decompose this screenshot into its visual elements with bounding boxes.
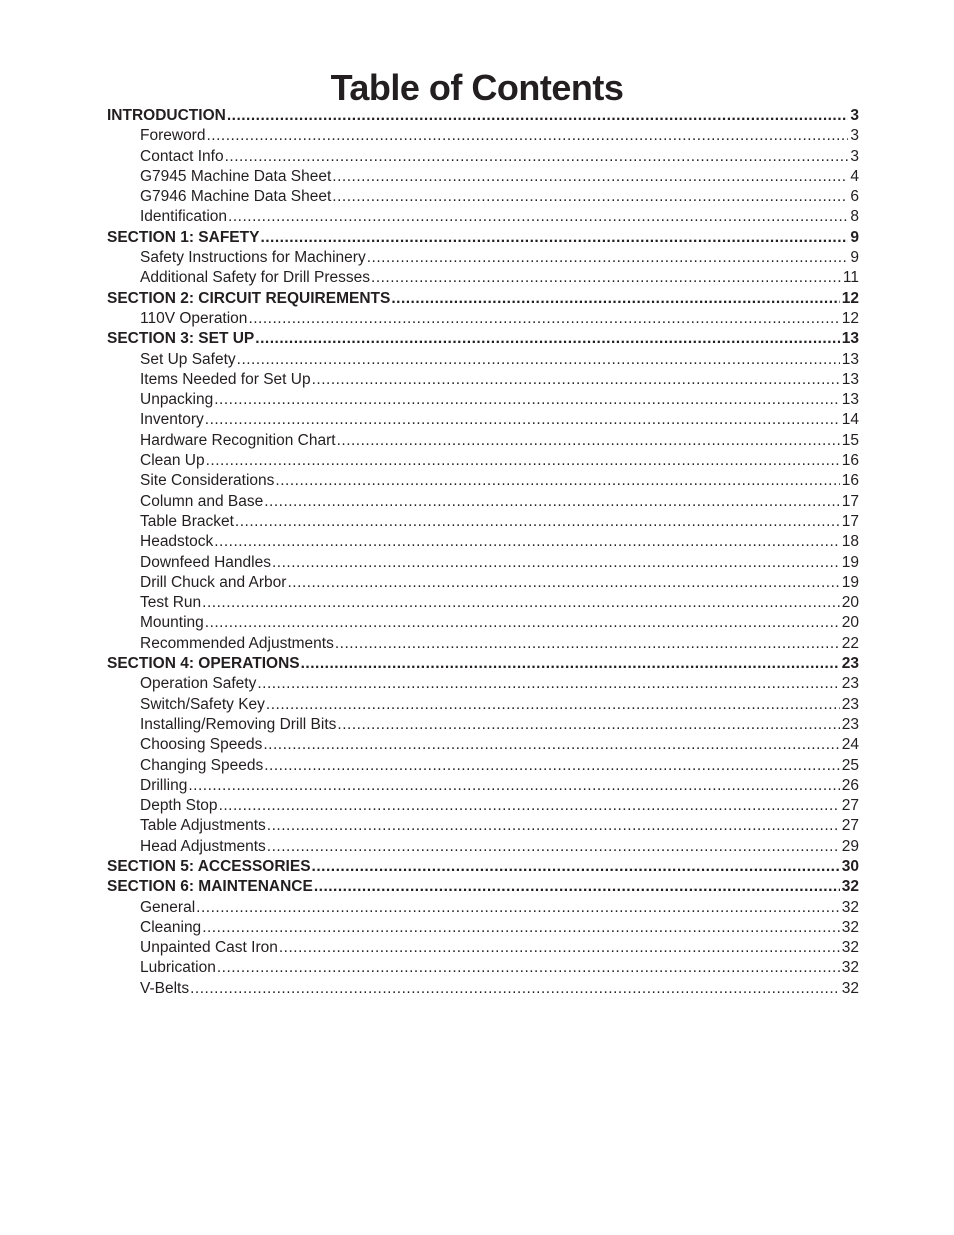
dot-leader — [332, 187, 848, 207]
toc-label: V-Belts — [140, 979, 190, 997]
toc-entry-row — [107, 735, 859, 755]
toc-page-number: 32 — [841, 878, 859, 896]
toc-page-number: 12 — [841, 289, 859, 307]
dot-leader — [217, 958, 840, 978]
toc-label: Unpainted Cast Iron — [140, 939, 278, 957]
toc-section-row — [107, 106, 859, 126]
toc-page-number: 11 — [842, 269, 859, 287]
toc-label: SECTION 5: ACCESSORIES — [107, 857, 311, 875]
toc-label: Drilling — [140, 776, 188, 794]
toc-page-number: 22 — [841, 634, 859, 652]
toc-page-number: 15 — [841, 431, 859, 449]
dot-leader — [206, 451, 840, 471]
toc-label: Downfeed Handles — [140, 553, 271, 571]
dot-leader — [219, 796, 840, 816]
dot-leader — [202, 918, 840, 938]
toc-label: Cleaning — [140, 918, 202, 936]
toc-entry-row — [107, 126, 859, 146]
dot-leader — [196, 898, 840, 918]
toc-label: Recommended Adjustments — [140, 634, 334, 652]
dot-leader — [255, 329, 839, 349]
toc-entry-row — [107, 471, 859, 491]
dot-leader — [248, 309, 839, 329]
dot-leader — [214, 532, 840, 552]
toc-page-number: 29 — [841, 837, 859, 855]
toc-entry-row — [107, 837, 859, 857]
dot-leader — [312, 857, 840, 877]
dot-leader — [235, 512, 840, 532]
toc-page-number: 13 — [841, 350, 859, 368]
toc-section-row — [107, 228, 859, 248]
toc-entry-row — [107, 350, 859, 370]
toc-entry-row — [107, 268, 859, 288]
toc-entry-row — [107, 573, 859, 593]
toc-entry-row — [107, 695, 859, 715]
toc-label: Set Up Safety — [140, 350, 236, 368]
dot-leader — [264, 756, 840, 776]
toc-label: SECTION 1: SAFETY — [107, 228, 260, 246]
toc-page-number: 17 — [841, 492, 859, 510]
toc-page-number: 32 — [841, 898, 859, 916]
toc-entry-row — [107, 370, 859, 390]
toc-page-number: 13 — [841, 370, 859, 388]
toc-section-row — [107, 329, 859, 349]
toc-entry-row — [107, 147, 859, 167]
toc-page-number: 14 — [841, 411, 859, 429]
dot-leader — [312, 370, 840, 390]
dot-leader — [237, 350, 840, 370]
dot-leader — [190, 979, 840, 999]
toc-entry-row — [107, 187, 859, 207]
toc-section-row — [107, 857, 859, 877]
dot-leader — [227, 106, 849, 126]
toc-label: General — [140, 898, 196, 916]
toc-label: Clean Up — [140, 452, 205, 470]
toc-label: G7946 Machine Data Sheet — [140, 188, 332, 206]
toc-page-number: 9 — [850, 249, 859, 267]
toc-label: Foreword — [140, 127, 206, 145]
toc-label: Site Considerations — [140, 472, 275, 490]
toc-label: Switch/Safety Key — [140, 695, 265, 713]
toc-label: Head Adjustments — [140, 837, 266, 855]
toc-entry-row — [107, 634, 859, 654]
toc-label: Lubrication — [140, 959, 216, 977]
toc-page-number: 18 — [841, 533, 859, 551]
toc-label: Operation Safety — [140, 675, 257, 693]
toc-entry-row — [107, 512, 859, 532]
dot-leader — [205, 613, 840, 633]
toc-section-row — [107, 877, 859, 897]
dot-leader — [275, 471, 839, 491]
toc-label: SECTION 4: OPERATIONS — [107, 655, 300, 673]
dot-leader — [214, 390, 840, 410]
toc-label: Table Bracket — [140, 512, 234, 530]
toc-page-number: 3 — [850, 147, 859, 165]
toc-label: Inventory — [140, 411, 204, 429]
toc-label: Contact Info — [140, 147, 224, 165]
toc-label: Drill Chuck and Arbor — [140, 573, 287, 591]
toc-entry-row — [107, 492, 859, 512]
dot-leader — [225, 147, 849, 167]
dot-leader — [337, 431, 840, 451]
toc-entry-row — [107, 410, 859, 430]
toc-page-number: 25 — [841, 756, 859, 774]
toc-entry-row — [107, 938, 859, 958]
toc-label: SECTION 6: MAINTENANCE — [107, 878, 313, 896]
toc-page-number: 13 — [841, 330, 859, 348]
toc-entry-row — [107, 918, 859, 938]
toc-entry-row — [107, 898, 859, 918]
dot-leader — [228, 207, 848, 227]
toc-label: G7945 Machine Data Sheet — [140, 167, 332, 185]
toc-label: Safety Instructions for Machinery — [140, 249, 366, 267]
toc-entry-row — [107, 593, 859, 613]
toc-label: Depth Stop — [140, 797, 218, 815]
toc-entry-row — [107, 431, 859, 451]
toc-entry-row — [107, 451, 859, 471]
toc-label: Table Adjustments — [140, 817, 266, 835]
toc-entry-row — [107, 796, 859, 816]
dot-leader — [367, 248, 849, 268]
dot-leader — [264, 492, 840, 512]
toc-entry-row — [107, 776, 859, 796]
dot-leader — [206, 126, 848, 146]
toc-page-number: 30 — [841, 857, 859, 875]
toc-label: SECTION 2: CIRCUIT REQUIREMENTS — [107, 289, 391, 307]
toc-entry-row — [107, 553, 859, 573]
dot-leader — [335, 634, 840, 654]
toc-page-number: 20 — [841, 594, 859, 612]
dot-leader — [301, 654, 840, 674]
toc-page-number: 27 — [841, 797, 859, 815]
dot-leader — [314, 877, 840, 897]
toc-page-number: 32 — [841, 959, 859, 977]
toc-label: Hardware Recognition Chart — [140, 431, 336, 449]
toc-label: Changing Speeds — [140, 756, 264, 774]
dot-leader — [337, 715, 839, 735]
toc-page-number: 23 — [841, 675, 859, 693]
toc-page-number: 19 — [841, 573, 859, 591]
toc-page-number: 13 — [841, 391, 859, 409]
dot-leader — [267, 837, 840, 857]
dot-leader — [260, 228, 848, 248]
toc-entry-row — [107, 532, 859, 552]
dot-leader — [332, 167, 848, 187]
toc-page-number: 6 — [850, 188, 859, 206]
toc-entry-row — [107, 674, 859, 694]
toc-label: 110V Operation — [140, 309, 248, 327]
toc-entry-row — [107, 613, 859, 633]
toc-entry-row — [107, 715, 859, 735]
toc-label: INTRODUCTION — [107, 107, 226, 124]
dot-leader — [263, 735, 839, 755]
dot-leader — [202, 593, 840, 613]
page-title: Table of Contents — [330, 67, 624, 108]
dot-leader — [267, 816, 840, 836]
toc-page-number: 32 — [841, 918, 859, 936]
toc-page-number: 32 — [841, 979, 859, 997]
toc-entry-row — [107, 309, 859, 329]
toc-entry-row — [107, 390, 859, 410]
toc-page-number: 3 — [850, 107, 859, 124]
dot-leader — [272, 553, 840, 573]
toc-page-number: 8 — [850, 208, 859, 226]
toc-label: Additional Safety for Drill Presses — [140, 269, 371, 287]
dot-leader — [287, 573, 839, 593]
toc-entry-row — [107, 167, 859, 187]
toc-page-number: 4 — [850, 167, 859, 185]
dot-leader — [371, 268, 841, 288]
toc-entry-row — [107, 248, 859, 268]
toc-page-number: 16 — [841, 452, 859, 470]
toc-entry-row — [107, 756, 859, 776]
toc-label: Test Run — [140, 594, 202, 612]
toc-page-number: 23 — [841, 715, 859, 733]
toc-page-number: 32 — [841, 939, 859, 957]
toc-page-number: 3 — [850, 127, 859, 145]
table-of-contents — [107, 106, 859, 999]
toc-page-number: 12 — [841, 309, 859, 327]
dot-leader — [391, 289, 839, 309]
toc-entry-row — [107, 816, 859, 836]
dot-leader — [188, 776, 839, 796]
toc-label: Unpacking — [140, 391, 214, 409]
toc-page-number: 23 — [841, 695, 859, 713]
toc-section-row — [107, 654, 859, 674]
toc-entry-row — [107, 979, 859, 999]
toc-label: Mounting — [140, 614, 204, 632]
dot-leader — [257, 674, 839, 694]
toc-entry-row — [107, 958, 859, 978]
toc-label: SECTION 3: SET UP — [107, 330, 255, 348]
dot-leader — [279, 938, 840, 958]
dot-leader — [266, 695, 840, 715]
toc-page-number: 27 — [841, 817, 859, 835]
toc-label: Installing/Removing Drill Bits — [140, 715, 337, 733]
toc-page-number: 26 — [841, 776, 859, 794]
toc-page-number: 20 — [841, 614, 859, 632]
toc-label: Identification — [140, 208, 228, 226]
toc-label: Column and Base — [140, 492, 264, 510]
toc-label: Headstock — [140, 533, 214, 551]
toc-page-number: 17 — [841, 512, 859, 530]
toc-label: Items Needed for Set Up — [140, 370, 311, 388]
toc-page-number: 24 — [841, 736, 859, 754]
toc-page-number: 9 — [850, 228, 859, 246]
dot-leader — [205, 410, 840, 430]
toc-label: Choosing Speeds — [140, 736, 263, 754]
toc-section-row — [107, 289, 859, 309]
toc-page-number: 19 — [841, 553, 859, 571]
toc-page-number: 23 — [841, 655, 859, 673]
toc-entry-row — [107, 207, 859, 227]
toc-page-number: 16 — [841, 472, 859, 490]
